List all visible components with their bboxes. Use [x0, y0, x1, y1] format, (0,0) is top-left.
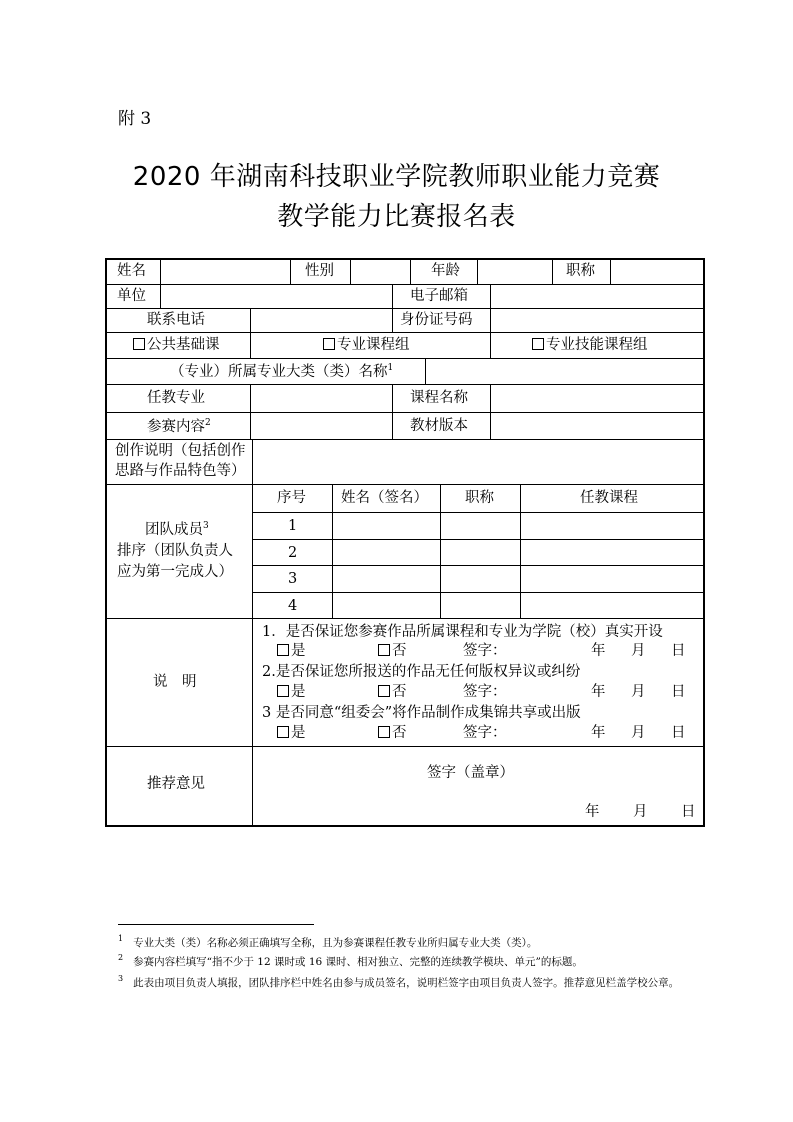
col-header-course: 任教课程 [580, 490, 638, 506]
gender-field[interactable] [352, 259, 408, 283]
registration-form-table [105, 258, 703, 825]
teaching-major-label: 任教专业 [147, 390, 205, 406]
date-day: 日 [681, 804, 696, 820]
major-category-field[interactable] [427, 359, 701, 383]
course-name-field[interactable] [492, 385, 701, 411]
date-month: 月 [631, 643, 646, 659]
date-month: 月 [631, 725, 646, 741]
creation-notes-field[interactable] [254, 440, 701, 483]
team-members-label: 团队成员$^3$ [145, 521, 209, 538]
statement-3: 3 是否同意“组委会”将作品制作成集锦共享或出版 [262, 705, 581, 721]
teaching-major-field[interactable] [252, 385, 390, 411]
team-order-note: 应为第一完成人） [117, 564, 233, 580]
checkbox-icon [277, 685, 289, 697]
sign-seal-label: 签字（盖章） [427, 765, 514, 781]
team-order-label: 排序（团队负责人 [117, 543, 233, 559]
date-day: 日 [671, 643, 686, 659]
checkbox-icon [277, 726, 289, 738]
recommendation-label: 推荐意见 [147, 776, 205, 792]
form-title-line2: 教学能力比赛报名表 [277, 202, 516, 232]
date-year: 年 [591, 684, 606, 700]
statement-1-yes[interactable]: 是 [277, 644, 306, 659]
competition-content-label: 参赛内容$^2$ [147, 418, 211, 435]
row-number: 3 [288, 571, 298, 587]
explanation-label: 说 明 [153, 674, 197, 690]
checkbox-icon [323, 338, 335, 350]
checkbox-icon [378, 726, 390, 738]
age-label: 年龄 [431, 263, 460, 279]
name-label: 姓名 [117, 263, 146, 279]
unit-field[interactable] [162, 285, 390, 307]
unit-label: 单位 [117, 288, 146, 304]
major-category-label: （专业）所属专业大类（类）名称$^1$ [170, 363, 394, 380]
date-day: 日 [671, 684, 686, 700]
competition-content-field[interactable] [252, 413, 390, 438]
statement-2: 2.是否保证您所报送的作品无任何版权异议或纠纷 [262, 664, 581, 680]
row-number: 2 [288, 545, 298, 561]
date-year: 年 [591, 725, 606, 741]
statement-1-no[interactable]: 否 [378, 644, 407, 659]
statement-3-signature: 签字： [463, 725, 507, 741]
checkbox-icon [133, 338, 145, 350]
course-name-label: 课程名称 [410, 390, 468, 406]
category-public-basic[interactable]: 公共基础课 [133, 338, 220, 353]
creation-notes-label-line1: 创作说明（包括创作 [115, 443, 246, 459]
form-title-line1: 2020 年湖南科技职业学院教师职业能力竞赛 [132, 162, 661, 192]
checkbox-icon [532, 338, 544, 350]
statement-3-no[interactable]: 否 [378, 726, 407, 741]
id-number-label: 身份证号码 [400, 312, 473, 328]
date-year: 年 [591, 643, 606, 659]
statement-2-no[interactable]: 否 [378, 685, 407, 700]
gender-label: 性别 [305, 263, 334, 279]
checkbox-icon [378, 644, 390, 656]
statement-2-signature: 签字： [463, 684, 507, 700]
statement-1: 1．是否保证您参赛作品所属课程和专业为学院（校）真实开设 [262, 624, 663, 640]
checkbox-icon [378, 685, 390, 697]
row-number: 1 [288, 518, 298, 534]
date-month: 月 [631, 684, 646, 700]
email-field[interactable] [492, 285, 701, 307]
footnote-2: $^2$ 参赛内容栏填写“指不少于 12 课时或 16 课时、相对独立、完整的连续教学模块、单元”的标题。 [118, 953, 583, 968]
date-month: 月 [633, 804, 648, 820]
creation-notes-label-line2: 思路与作品特色等） [115, 463, 246, 479]
statement-3-yes[interactable]: 是 [277, 726, 306, 741]
textbook-version-field[interactable] [492, 413, 701, 438]
name-field[interactable] [162, 259, 288, 283]
footnote-1: $^1$ 专业大类（类）名称必须正确填写全称，且为参赛课程任教专业所归属专业大类（类）。 [118, 934, 538, 949]
col-header-title: 职称 [465, 490, 494, 506]
footnote-3: $^3$ 此表由项目负责人填报，团队排序栏中姓名由参与成员签名，说明栏签字由项目负责人签字。推荐意见栏盖学校公章。 [118, 974, 680, 989]
title-label: 职称 [566, 263, 595, 279]
phone-label: 联系电话 [147, 312, 205, 328]
textbook-version-label: 教材版本 [410, 418, 468, 434]
statement-1-signature: 签字： [463, 643, 507, 659]
date-day: 日 [671, 725, 686, 741]
row-number: 4 [288, 598, 298, 614]
date-year: 年 [585, 804, 600, 820]
checkbox-icon [277, 644, 289, 656]
col-header-number: 序号 [277, 490, 306, 506]
footnote-divider [118, 924, 314, 925]
col-header-name-sign: 姓名（签名） [341, 490, 428, 506]
title-field[interactable] [612, 259, 701, 283]
age-field[interactable] [479, 259, 550, 283]
email-label: 电子邮箱 [410, 288, 468, 304]
category-professional-skill[interactable]: 专业技能课程组 [532, 338, 648, 353]
category-professional-course[interactable]: 专业课程组 [323, 338, 410, 353]
id-number-field[interactable] [492, 309, 701, 331]
statement-2-yes[interactable]: 是 [277, 685, 306, 700]
phone-field[interactable] [252, 309, 390, 331]
appendix-label: 附 3 [118, 109, 152, 129]
